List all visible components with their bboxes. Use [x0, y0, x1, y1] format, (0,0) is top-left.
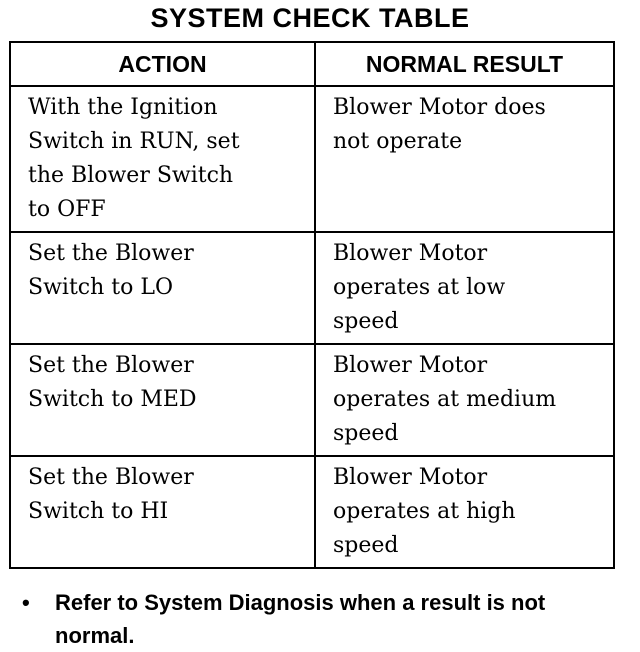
result-cell: Blower Motor operates at low speed: [315, 232, 614, 344]
table-header-row: [10, 42, 614, 86]
table-row: [10, 86, 614, 232]
bullet-icon: •: [22, 590, 30, 615]
footnote: [22, 586, 622, 652]
table-row: [10, 232, 614, 344]
action-cell: Set the Blower Switch to LO: [10, 232, 315, 344]
action-cell: With the Ignition Switch in RUN, set the Blower Switch to OFF: [10, 86, 315, 232]
result-cell: Blower Motor operates at high speed: [315, 456, 614, 568]
system-check-table: [9, 41, 615, 569]
footnote-text: Refer to System Diagnosis when a result is not normal.: [55, 590, 546, 648]
page-title: SYSTEM CHECK TABLE: [150, 3, 470, 33]
result-cell: Blower Motor does not operate: [315, 86, 614, 232]
result-cell: Blower Motor operates at medium speed: [315, 344, 614, 456]
action-cell: Set the Blower Switch to HI: [10, 456, 315, 568]
table-row: [10, 344, 614, 456]
column-header-action: ACTION: [10, 42, 315, 86]
column-header-normal-result: NORMAL RESULT: [315, 42, 614, 86]
table-row: [10, 456, 614, 568]
action-cell: Set the Blower Switch to MED: [10, 344, 315, 456]
